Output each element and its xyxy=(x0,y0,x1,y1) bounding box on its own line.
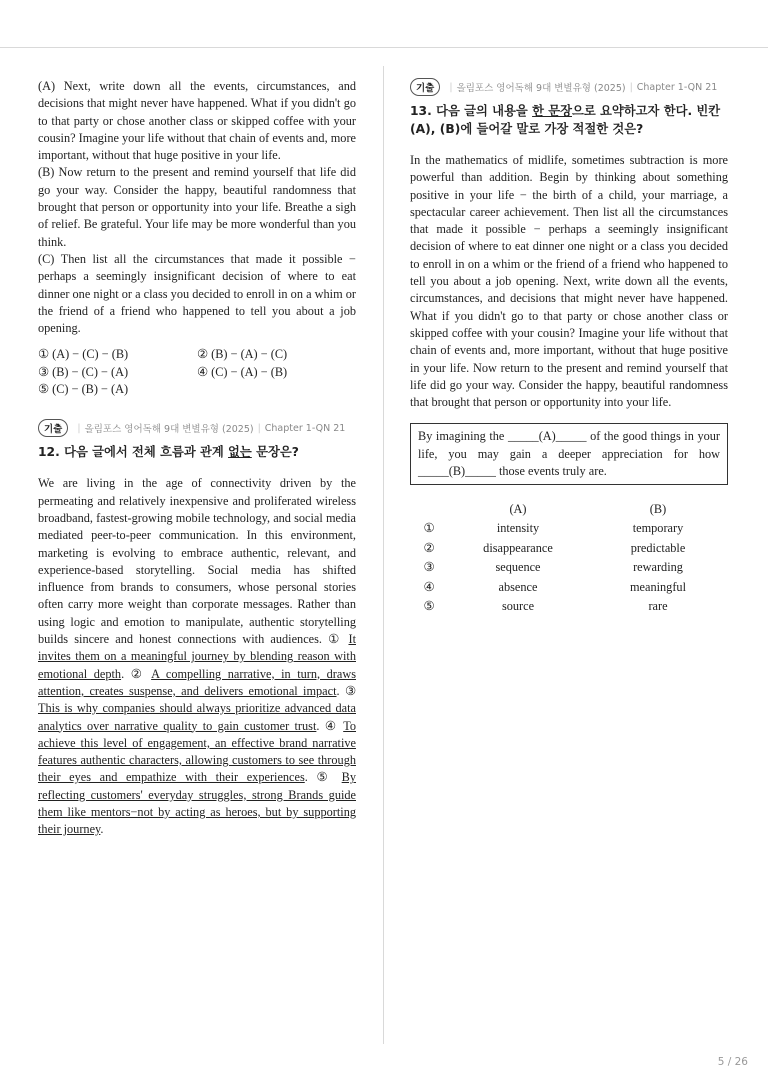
q13-source: 올림포스 영어독해 9대 변별유형 (2025) xyxy=(456,83,626,94)
sentence-4: To achieve this level of engagement, an effective brand narrative features authentic characters, allowing customers to see through their eyes and empathize with their experiences xyxy=(38,718,357,785)
sentence-2-mark: ② xyxy=(130,666,146,681)
column-b-header: (B) xyxy=(649,501,667,516)
header-rule xyxy=(0,47,768,48)
summary-box: By imagining the _____(A)_____ of the good things in your life, you may gain a deeper appreciation for how _____(B)_____ those events truly are. xyxy=(410,423,728,485)
choice-1[interactable]: ① (A) − (C) − (B) xyxy=(38,347,129,362)
q12-source-line: 기출 | 올림포스 영어독해 9대 변별유형 (2025) | Chapter 1-QN 21 xyxy=(38,419,356,437)
options-table xyxy=(410,499,728,616)
column-a-header: (A) xyxy=(509,501,527,516)
option-row[interactable] xyxy=(410,519,728,539)
q13-chapter: Chapter 1-QN 21 xyxy=(636,81,718,93)
option-number: ③ xyxy=(423,560,435,575)
sentence-1-mark: ① xyxy=(328,632,343,647)
sentence-5-mark: ⑤ xyxy=(316,770,334,785)
option-number: ① xyxy=(423,521,435,536)
q12-tag-badge: 기출 xyxy=(38,419,68,437)
option-a-word: source xyxy=(501,599,535,614)
q12-passage: We are living in the age of connectivity driven by the permeating and relatively inexpensive and proliferated wireless broadband, fastest-growing mobile technology, and social media mediated peer-to-peer communication. In this environment, marketing is evolving to embrace authentic, relevant, and experience-based storytelling. Social media has shifted influence from brands to consumers, whose personal stories often carry more weight than corporate messages. Rather than using logic and emotion to manipulate, authentic storytelling builds sincere and honest connections with audiences. ① It invites them on a meaningful journey by blending reason with emotional depth. ② A compelling narrative, in turn, draws attention, creates suspense, and delivers emotional impact. ③ This is why companies should always prioritize advanced data analytics over narrative quality to gain customer trust. ④ To achieve this level of engagement, an effective brand narrative features authentic characters, allowing customers to see through their eyes and empathize with their experiences. ⑤ By reflecting customers' everyday struggles, strong Brands guide them like mentors−not by acting as heroes, but by supporting their journey. xyxy=(38,476,357,837)
option-b-word: temporary xyxy=(632,521,684,536)
option-b-word: meaningful xyxy=(629,579,686,594)
option-a-word: intensity xyxy=(496,521,540,536)
q12-title: 12. 다음 글에서 전체 흐름과 관계 없는 문장은? xyxy=(38,445,299,460)
option-row[interactable] xyxy=(410,577,728,597)
option-a-word: disappearance xyxy=(483,540,553,555)
q13-title: 13. 다음 글의 내용을 한 문장으로 요약하고자 한다. 빈칸 (A), (B)에 들어갈 말로 가장 적절한 것은? xyxy=(410,104,721,136)
choice-5[interactable]: ⑤ (C) − (B) − (A) xyxy=(38,382,129,397)
column-divider xyxy=(383,66,384,1044)
q12-source: 올림포스 영어독해 9대 변별유형 (2025) xyxy=(84,424,254,436)
option-row[interactable] xyxy=(410,558,728,578)
option-row[interactable] xyxy=(410,597,728,617)
option-b-word: rewarding xyxy=(633,560,683,575)
left-column xyxy=(38,78,356,839)
choice-3[interactable]: ③ (B) − (C) − (A) xyxy=(38,364,129,379)
sentence-2: A compelling narrative, in turn, draws attention, creates suspense, and delivers emotional impact xyxy=(38,666,357,698)
option-number: ⑤ xyxy=(423,599,435,614)
page-number: 5 / 26 xyxy=(717,1056,748,1068)
option-number: ② xyxy=(423,540,435,555)
option-b-word: predictable xyxy=(630,540,686,555)
option-b-word: rare xyxy=(648,599,668,614)
q13-tag-badge: 기출 xyxy=(410,78,440,96)
option-a-word: absence xyxy=(498,579,538,594)
choice-4[interactable]: ④ (C) − (A) − (B) xyxy=(197,364,288,379)
option-number: ④ xyxy=(423,579,435,594)
options-header xyxy=(410,499,728,519)
sentence-4-mark: ④ xyxy=(324,718,339,733)
sentence-5: By reflecting customers' everyday struggles, strong Brands guide them like mentors−not by acting as heroes, but by supporting their journey xyxy=(38,770,357,837)
sentence-1: It invites them on a meaningful journey by blending reason with emotional depth xyxy=(38,632,356,681)
option-row[interactable] xyxy=(410,538,728,558)
right-column xyxy=(410,78,728,616)
q11-choices xyxy=(38,346,356,398)
q12-chapter: Chapter 1-QN 21 xyxy=(264,422,346,434)
option-a-word: sequence xyxy=(495,560,541,575)
paragraph-c: (C) Then list all the circumstances that made it possible − perhaps a seemingly insignificant decision of where to eat dinner one night or a class you decided to enroll in on a whim or the friend of a friend who happened to tell you about a job opening. xyxy=(38,251,356,336)
sentence-3: This is why companies should always prioritize advanced data analytics over narrative quality to gain customer trust xyxy=(38,701,356,733)
paragraph-b: (B) Now return to the present and remind yourself that life did go your way. Consider the happy, beautiful randomness that brought that person or opportunity into your life. Breathe a sigh of relief. Be grateful. Your life may be more wonderful than you think. xyxy=(38,165,356,249)
q13-passage: In the mathematics of midlife, sometimes subtraction is more powerful than addition. Begin by thinking about something positive in your life − the birth of a child, your marriage, a spectacular career achievement. Then list all the circumstances that made it possible − perhaps a seemingly insignificant decision of where to eat dinner one night or a class you decided to enroll in on a whim or the friend of a friend who happened to tell you about a job opening. Next, write down all the events, circumstances, and decisions that might never have happened. What if you didn't go to that party or chose another class or skipped coffee with your cousin? Imagine your life without that chain of events and, more important, without that huge positive in your life. Now return to the present and remind yourself that life did go your way. Consider the happy, beautiful randomness that brought that person or opportunity into your life. xyxy=(410,153,728,410)
choice-2[interactable]: ② (B) − (A) − (C) xyxy=(197,347,288,362)
paragraph-a: (A) Next, write down all the events, circumstances, and decisions that might never have happened. What if you didn't go to that party or chose another class or skipped coffee with your cousin? Imagine your life without that chain of events and, more important, without that huge positive in your life. xyxy=(38,79,356,163)
sentence-3-mark: ③ xyxy=(344,683,356,698)
q13-source-line: 기출 | 올림포스 영어독해 9대 변별유형 (2025) | Chapter 1-QN 21 xyxy=(410,78,728,96)
